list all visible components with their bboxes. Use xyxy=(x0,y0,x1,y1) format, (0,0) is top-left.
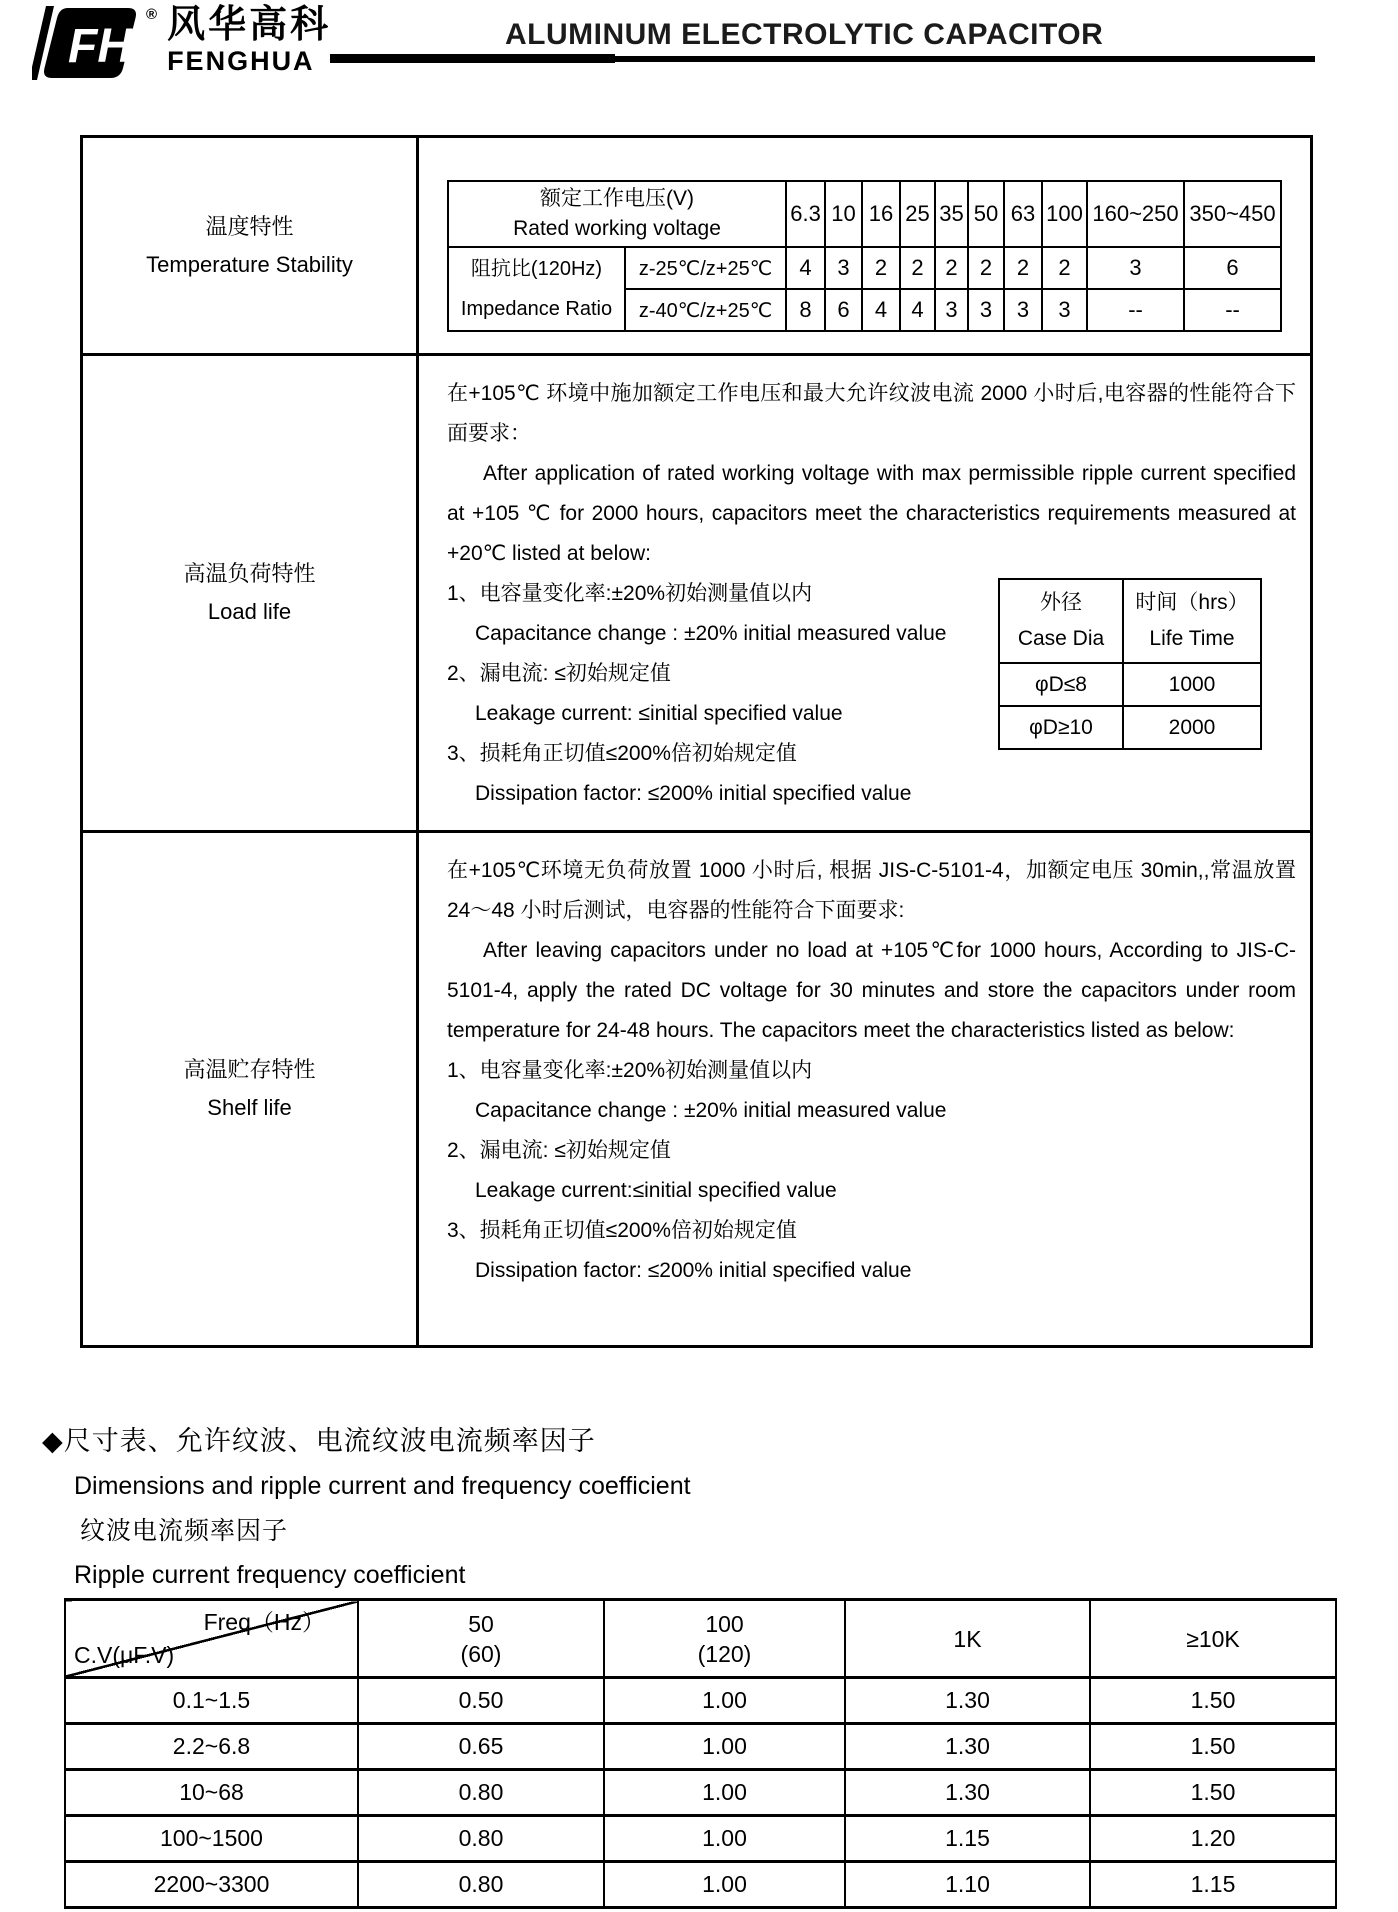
freq-column-header xyxy=(845,1600,1090,1678)
impedance-value: 8 xyxy=(786,289,825,331)
coefficient-value: 1.20 xyxy=(1090,1816,1336,1862)
impedance-row-z25 xyxy=(448,247,1281,289)
freq-column-header xyxy=(604,1600,845,1678)
life-time-value: 2000 xyxy=(1123,706,1261,749)
coefficient-value: 1.00 xyxy=(604,1678,845,1724)
freq-column-header xyxy=(1090,1600,1336,1678)
life-time-header-en: Life Time xyxy=(1149,627,1235,650)
load-life-content-cell xyxy=(418,355,1312,832)
voltage-value: 25 xyxy=(900,181,935,247)
impedance-ratio-label-cn: 阻抗比(120Hz) xyxy=(470,258,603,280)
impedance-value: 2 xyxy=(1042,247,1087,289)
dimensions-section-heading xyxy=(42,1418,691,1596)
cv-range: 2.2~6.8 xyxy=(65,1724,358,1770)
coefficient-value: 1.15 xyxy=(845,1816,1090,1862)
registered-trademark-icon: ® xyxy=(146,6,158,23)
coefficient-value: 0.80 xyxy=(358,1816,604,1862)
impedance-value: 6 xyxy=(1184,247,1281,289)
load-life-label-cell xyxy=(82,355,418,832)
load-life-label-cn: 高温负荷特性 xyxy=(183,561,316,586)
case-dia-header-cn: 外径 xyxy=(1040,591,1082,614)
coefficient-value: 0.50 xyxy=(358,1678,604,1724)
load-life-item-en: Dissipation factor: ≤200% initial specified value xyxy=(475,782,912,805)
temperature-content-cell xyxy=(418,137,1312,355)
case-dia-value: φD≤8 xyxy=(999,663,1123,706)
coefficient-value: 1.00 xyxy=(604,1862,845,1908)
temperature-stability-row xyxy=(82,137,1312,355)
life-time-data-row xyxy=(999,706,1261,749)
life-time-data-row xyxy=(999,663,1261,706)
shelf-life-content-cell xyxy=(418,832,1312,1347)
coefficient-value: 1.15 xyxy=(1090,1862,1336,1908)
freq-axis-label: Freq（Hz） xyxy=(203,1609,325,1635)
coefficient-value: 1.30 xyxy=(845,1770,1090,1816)
freq-header-line2: (60) xyxy=(460,1640,502,1667)
shelf-life-item-en: Leakage current:≤initial specified value xyxy=(475,1179,837,1202)
load-life-item-cn: 1、电容量变化率:±20%初始测量值以内 xyxy=(447,582,813,605)
cv-axis-label: C.V(μF.V) xyxy=(74,1642,175,1668)
freq-data-row xyxy=(65,1770,1336,1816)
freq-column-header xyxy=(358,1600,604,1678)
life-time-header-cell xyxy=(1123,579,1261,663)
section-title-en: Dimensions and ripple current and frequency coefficient xyxy=(74,1472,691,1500)
load-life-item-en: Capacitance change : ±20% initial measured value xyxy=(475,622,947,645)
impedance-value: 2 xyxy=(862,247,900,289)
temperature-label-cell xyxy=(82,137,418,355)
shelf-life-item-en: Dissipation factor: ≤200% initial specified value xyxy=(475,1259,912,1282)
shelf-life-row xyxy=(82,832,1312,1347)
impedance-value: 3 xyxy=(935,289,968,331)
coefficient-value: 0.65 xyxy=(358,1724,604,1770)
page-title: ALUMINUM ELECTROLYTIC CAPACITOR xyxy=(505,18,1104,51)
voltage-value: 160~250 xyxy=(1087,181,1184,247)
rated-voltage-header-cell xyxy=(448,181,786,247)
section-subtitle-en: Ripple current frequency coefficient xyxy=(74,1561,466,1589)
freq-header-line1: ≥10K xyxy=(1186,1625,1240,1652)
coefficient-value: 1.00 xyxy=(604,1816,845,1862)
life-time-header-row xyxy=(999,579,1261,663)
page-header xyxy=(0,0,1398,100)
freq-data-row xyxy=(65,1862,1336,1908)
coefficient-value: 1.50 xyxy=(1090,1724,1336,1770)
frequency-coefficient-table xyxy=(64,1598,1337,1909)
coefficient-value: 1.30 xyxy=(845,1724,1090,1770)
freq-header-line1: 100 xyxy=(705,1610,744,1637)
cv-range: 100~1500 xyxy=(65,1816,358,1862)
load-life-intro-en: After application of rated working voltage with max permissible ripple current specified at +105 ℃ for 2000 hours, capacitors meet the characteristics requirements measured at +20℃ listed at below: xyxy=(447,462,1296,565)
frequency-header-row xyxy=(65,1600,1336,1678)
impedance-value: 2 xyxy=(900,247,935,289)
coefficient-value: 1.10 xyxy=(845,1862,1090,1908)
coefficient-value: 1.00 xyxy=(604,1724,845,1770)
case-dia-header-en: Case Dia xyxy=(1017,627,1105,650)
freq-header-line1: 50 xyxy=(468,1610,494,1637)
freq-cv-corner-cell xyxy=(65,1600,358,1678)
shelf-life-label-en: Shelf life xyxy=(207,1095,292,1120)
load-life-row xyxy=(82,355,1312,832)
shelf-life-intro-en: After leaving capacitors under no load at +105℃for 1000 hours, According to JIS-C-5101-4, apply the rated DC voltage for 30 minutes and store the capacitors under room temperature for 24-48 hours. The capacitors meet the characteristics listed as below: xyxy=(447,939,1296,1042)
impedance-value: 3 xyxy=(1042,289,1087,331)
impedance-value: 6 xyxy=(825,289,862,331)
freq-data-row xyxy=(65,1724,1336,1770)
coefficient-value: 1.50 xyxy=(1090,1678,1336,1724)
impedance-value: -- xyxy=(1184,289,1281,331)
impedance-condition: z-40℃/z+25℃ xyxy=(625,289,786,331)
shelf-life-label-cn: 高温贮存特性 xyxy=(183,1057,316,1082)
voltage-value: 35 xyxy=(935,181,968,247)
cv-range: 10~68 xyxy=(65,1770,358,1816)
spec-table xyxy=(80,135,1313,1348)
cv-range: 2200~3300 xyxy=(65,1862,358,1908)
svg-text:FH: FH xyxy=(68,20,132,73)
impedance-value: 2 xyxy=(935,247,968,289)
case-dia-header-cell xyxy=(999,579,1123,663)
impedance-value: 3 xyxy=(825,247,862,289)
temperature-label-cn: 温度特性 xyxy=(205,213,294,239)
voltage-value: 16 xyxy=(862,181,900,247)
coefficient-value: 1.30 xyxy=(845,1678,1090,1724)
impedance-value: 4 xyxy=(862,289,900,331)
voltage-value: 350~450 xyxy=(1184,181,1281,247)
shelf-life-item-cn: 1、电容量变化率:±20%初始测量值以内 xyxy=(447,1059,813,1082)
life-time-header-cn: 时间（hrs） xyxy=(1135,591,1249,614)
impedance-value: 2 xyxy=(968,247,1004,289)
life-time-table xyxy=(998,578,1262,750)
coefficient-value: 0.80 xyxy=(358,1770,604,1816)
fenghua-logo xyxy=(32,6,331,80)
coefficient-value: 1.50 xyxy=(1090,1770,1336,1816)
coefficient-value: 1.00 xyxy=(604,1770,845,1816)
cv-range: 0.1~1.5 xyxy=(65,1678,358,1724)
impedance-value: 2 xyxy=(1004,247,1042,289)
impedance-ratio-label-cell xyxy=(448,247,625,331)
impedance-ratio-label-en: Impedance Ratio xyxy=(460,298,613,320)
section-title-cn: ◆尺寸表、允许纹波、电流纹波电流频率因子 xyxy=(42,1426,596,1456)
impedance-value: 3 xyxy=(968,289,1004,331)
logo-company-name-cn: 风华高科 xyxy=(167,4,332,46)
impedance-value: 3 xyxy=(1004,289,1042,331)
impedance-value: 3 xyxy=(1087,247,1184,289)
load-life-intro-cn: 在+105℃ 环境中施加额定工作电压和最大允许纹波电流 2000 小时后,电容器的性能符合下面要求： xyxy=(447,382,1296,445)
freq-header-line1: 1K xyxy=(953,1625,982,1652)
voltage-value: 63 xyxy=(1004,181,1042,247)
voltage-value: 100 xyxy=(1042,181,1087,247)
freq-data-row xyxy=(65,1678,1336,1724)
section-subtitle-cn: 纹波电流频率因子 xyxy=(80,1517,289,1545)
rated-voltage-header-en: Rated working voltage xyxy=(513,217,721,240)
impedance-value: 4 xyxy=(786,247,825,289)
freq-data-row xyxy=(65,1816,1336,1862)
shelf-life-item-cn: 3、损耗角正切值≤200%倍初始规定值 xyxy=(447,1219,797,1242)
load-life-item-en: Leakage current: ≤initial specified value xyxy=(475,702,843,725)
voltage-header-row xyxy=(448,181,1281,247)
load-life-label-en: Load life xyxy=(207,599,292,624)
load-life-item-cn: 3、损耗角正切值≤200%倍初始规定值 xyxy=(447,742,797,765)
life-time-value: 1000 xyxy=(1123,663,1261,706)
voltage-value: 10 xyxy=(825,181,862,247)
fenghua-logo-icon xyxy=(32,6,144,80)
voltage-value: 50 xyxy=(968,181,1004,247)
logo-company-name-en: FENGHUA xyxy=(167,45,315,76)
rated-voltage-header-cn: 额定工作电压(V) xyxy=(540,187,694,210)
impedance-condition: z-25℃/z+25℃ xyxy=(625,247,786,289)
freq-header-line2: (120) xyxy=(697,1640,752,1667)
impedance-value: 4 xyxy=(900,289,935,331)
impedance-ratio-table xyxy=(447,180,1282,332)
shelf-life-item-en: Capacitance change : ±20% initial measured value xyxy=(475,1099,947,1122)
load-life-item-cn: 2、漏电流: ≤初始规定值 xyxy=(447,662,671,685)
shelf-life-label-cell xyxy=(82,832,418,1347)
header-rule xyxy=(330,56,1315,62)
shelf-life-intro-cn: 在+105℃环境无负荷放置 1000 小时后, 根据 JIS-C-5101-4，加额定电压 30min,,常温放置 24～48 小时后测试，电容器的性能符合下面要求: xyxy=(447,859,1296,922)
coefficient-value: 0.80 xyxy=(358,1862,604,1908)
temperature-label-en: Temperature Stability xyxy=(146,251,353,277)
impedance-value: -- xyxy=(1087,289,1184,331)
shelf-life-item-cn: 2、漏电流: ≤初始规定值 xyxy=(447,1139,671,1162)
case-dia-value: φD≥10 xyxy=(999,706,1123,749)
voltage-value: 6.3 xyxy=(786,181,825,247)
